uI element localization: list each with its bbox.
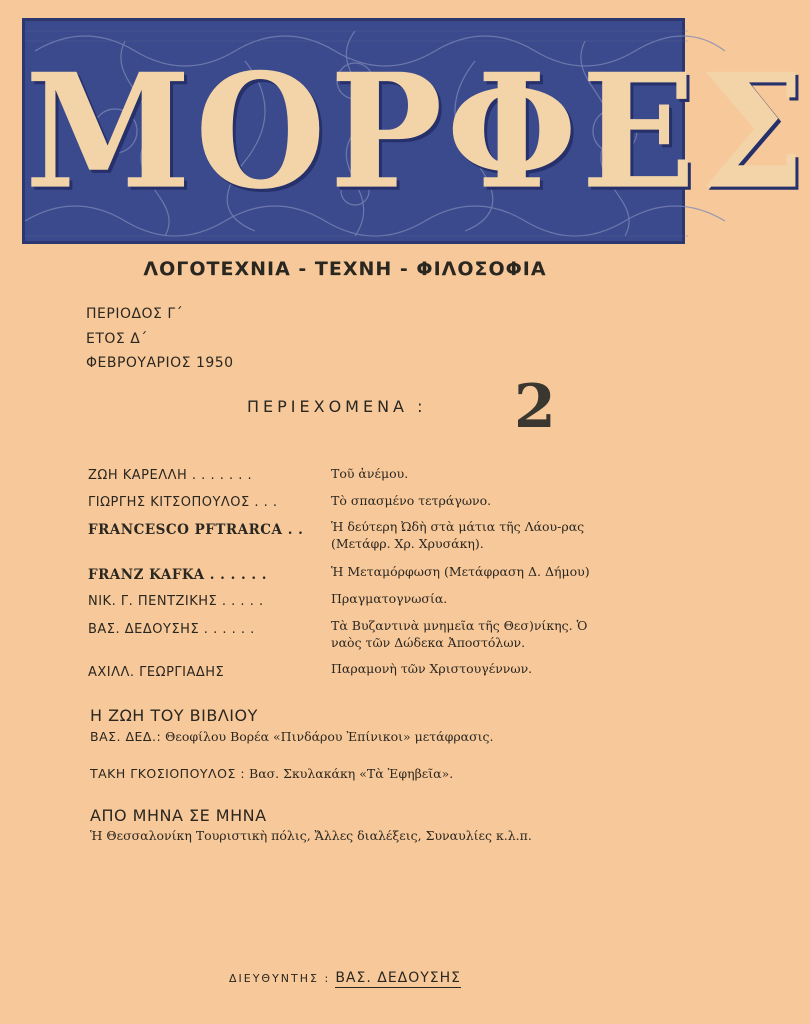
toc-author: ΓΙΩΡΓΗΣ ΚΙΤΣΟΠΟΥΛΟΣ . . . (88, 495, 278, 510)
toc-author: ΖΩΗ ΚΑΡΕΛΛΗ . . . . . . . (88, 468, 253, 483)
toc-title: Τὰ Βυζαντινὰ μνημεῖα τῆς Θεσ)νίκης. Ὁ ναὸς τῶν Δώδεκα Ἀποστόλων. (331, 618, 588, 650)
toc-author: FRANZ KAFKA . . . . . . (88, 567, 267, 583)
entry-text: Θεοφίλου Βορέα «Πινδάρου Ἐπίνικοι» μετάφρασις. (165, 729, 494, 744)
masthead-banner (22, 18, 810, 244)
editor-footer (0, 970, 690, 986)
month-to-month-heading: ΑΠΟ ΜΗΝΑ ΣΕ ΜΗΝΑ (90, 806, 267, 825)
toc-title: Τοῦ ἀνέμου. (331, 466, 409, 481)
entry-text: Βασ. Σκυλακάκη «Τὰ Ἐφηβεῖα». (249, 766, 454, 781)
book-life-heading: Η ΖΩΗ ΤΟΥ ΒΙΒΛΙΟΥ (90, 706, 258, 725)
book-life-entry (90, 766, 453, 781)
toc-author: ΒΑΣ. ΔΕΔΟΥΣΗΣ . . . . . . (88, 622, 255, 637)
toc-title: Τὸ σπασμένο τετράγωνο. (331, 493, 492, 508)
book-life-entry (90, 729, 494, 744)
month-to-month-body: Ἡ Θεσσαλονίκη Τουριστικὴ πόλις, Ἄλλες διαλέξεις, Συναυλίες κ.λ.π. (90, 828, 532, 843)
toc-title: Ἡ Μεταμόρφωση (Μετάφραση Δ. Δήμου) (331, 564, 590, 579)
issue-date: ΦΕΒΡΟΥΑΡΙΟΣ 1950 (86, 355, 234, 371)
toc-author: FRANCESCO PFTRARCA . . (88, 522, 304, 538)
issue-number: 2 (514, 372, 556, 442)
entry-label: ΤΑΚΗ ΓΚΟΣΙΟΠΟΥΛΟΣ : (90, 766, 246, 781)
issue-year: ΕΤΟΣ Δ΄ (86, 331, 148, 347)
magazine-subtitle: ΛΟΓΟΤΕΧΝΙΑ - ΤΕΧΝΗ - ΦΙΛΟΣΟΦΙΑ (143, 258, 547, 280)
entry-label: ΒΑΣ. ΔΕΔ.: (90, 729, 162, 744)
magazine-title: ΜΟΡΦΕΣ (25, 39, 810, 225)
toc-title: Πραγματογνωσία. (331, 591, 448, 606)
issue-period: ΠΕΡΙΟΔΟΣ Γ΄ (86, 306, 184, 322)
editor-label: ΔΙΕΥΘΥΝΤΗΣ : (228, 972, 331, 985)
editor-name: ΒΑΣ. ΔΕΔΟΥΣΗΣ (335, 970, 462, 986)
toc-title: Παραμονὴ τῶν Χριστουγέννων. (331, 661, 533, 676)
toc-author: ΑΧΙΛΛ. ΓΕΩΡΓΙΑΔΗΣ (88, 665, 225, 680)
toc-title: Ἡ δεύτερη Ὠδὴ στὰ μάτια τῆς Λάου-ρας (Μετάφρ. Χρ. Χρυσάκη). (331, 519, 585, 551)
month-to-month-text (90, 828, 532, 843)
contents-heading: ΠΕΡΙΕΧΟΜΕΝΑ : (247, 397, 427, 416)
toc-author: ΝΙΚ. Γ. ΠΕΝΤΖΙΚΗΣ . . . . . (88, 594, 264, 609)
